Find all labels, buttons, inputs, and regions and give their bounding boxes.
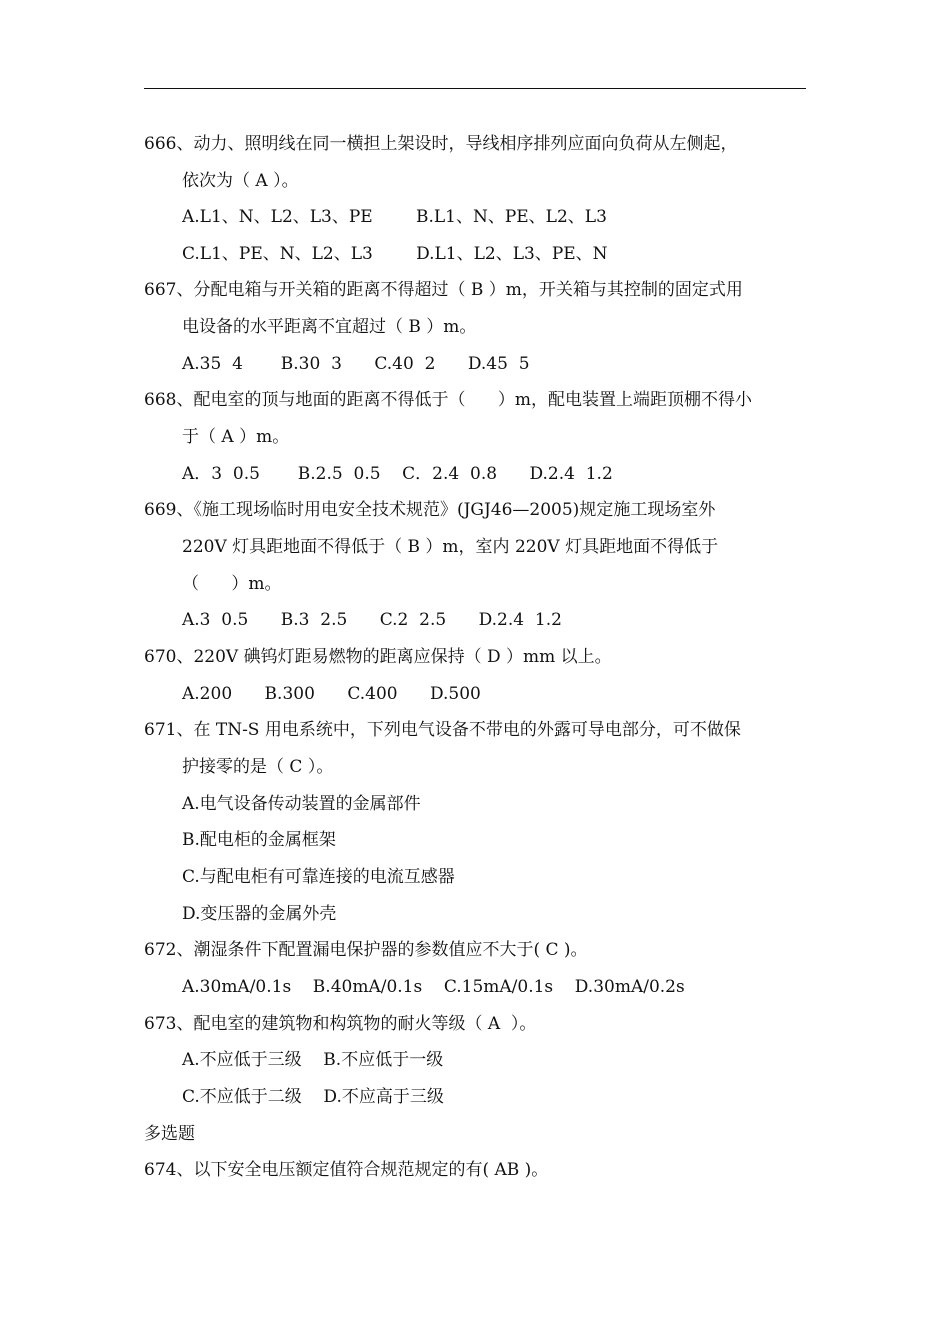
header-rule [144, 88, 806, 89]
question-670-line-1: 670、220V 碘钨灯距易燃物的距离应保持（ D ）mm 以上。 [144, 647, 612, 667]
question-672-line-1: 672、潮湿条件下配置漏电保护器的参数值应不大于( C )。 [144, 940, 588, 960]
question-669-line-1: 669、《施工现场临时用电安全技术规范》(JGJ46—2005)规定施工现场室外 [144, 500, 716, 520]
section-title: 多选题 [144, 1124, 195, 1144]
question-666-line-1: 666、动力、照明线在同一横担上架设时，导线相序排列应面向负荷从左侧起， [144, 134, 738, 154]
question-669-options: A.3 0.5 B.3 2.5 C.2 2.5 D.2.4 1.2 [182, 610, 562, 630]
question-667-line-1: 667、分配电箱与开关箱的距离不得超过（ B ）m，开关箱与其控制的固定式用 [144, 280, 743, 300]
question-673-options-1: A.不应低于三级 B.不应低于一级 [182, 1050, 444, 1070]
question-673-options-2: C.不应低于二级 D.不应高于三级 [182, 1087, 444, 1107]
question-667-line-2: 电设备的水平距离不宜超过（ B ）m。 [182, 317, 477, 337]
question-671-option-c: C.与配电柜有可靠连接的电流互感器 [182, 867, 455, 887]
question-673-line-1: 673、配电室的建筑物和构筑物的耐火等级（ A ）。 [144, 1014, 537, 1034]
question-669-line-3: （ ）m。 [182, 574, 282, 594]
question-674-line-1: 674、以下安全电压额定值符合规范规定的有( AB )。 [144, 1160, 549, 1180]
question-671-line-2: 护接零的是（ C ）。 [182, 757, 334, 777]
question-666-line-2: 依次为（ A ）。 [182, 171, 299, 191]
question-669-line-2: 220V 灯具距地面不得低于（ B ）m，室内 220V 灯具距地面不得低于 [182, 537, 719, 557]
question-671-line-1: 671、在 TN-S 用电系统中，下列电气设备不带电的外露可导电部分，可不做保 [144, 720, 741, 740]
question-668-line-1: 668、配电室的顶与地面的距离不得低于（ ）m，配电装置上端距顶棚不得小 [144, 390, 752, 410]
question-671-option-a: A.电气设备传动装置的金属部件 [182, 794, 421, 814]
question-668-line-2: 于（ A ）m。 [182, 427, 290, 447]
question-666-options-1: A.L1、N、L2、L3、PE B.L1、N、PE、L2、L3 [182, 207, 607, 227]
question-666-options-2: C.L1、PE、N、L2、L3 D.L1、L2、L3、PE、N [182, 244, 608, 264]
question-668-options: A．3 0.5 B.2.5 0.5 C．2.4 0.8 D.2.4 1.2 [182, 464, 613, 484]
question-670-options: A.200 B.300 C.400 D.500 [182, 684, 481, 704]
question-671-option-d: D.变压器的金属外壳 [182, 904, 337, 924]
question-672-options: A.30mA/0.1s B.40mA/0.1s C.15mA/0.1s D.30mA/0.2s [182, 977, 685, 997]
question-671-option-b: B.配电柜的金属框架 [182, 830, 336, 850]
question-667-options: A.35 4 B.30 3 C.40 2 D.45 5 [182, 354, 530, 374]
